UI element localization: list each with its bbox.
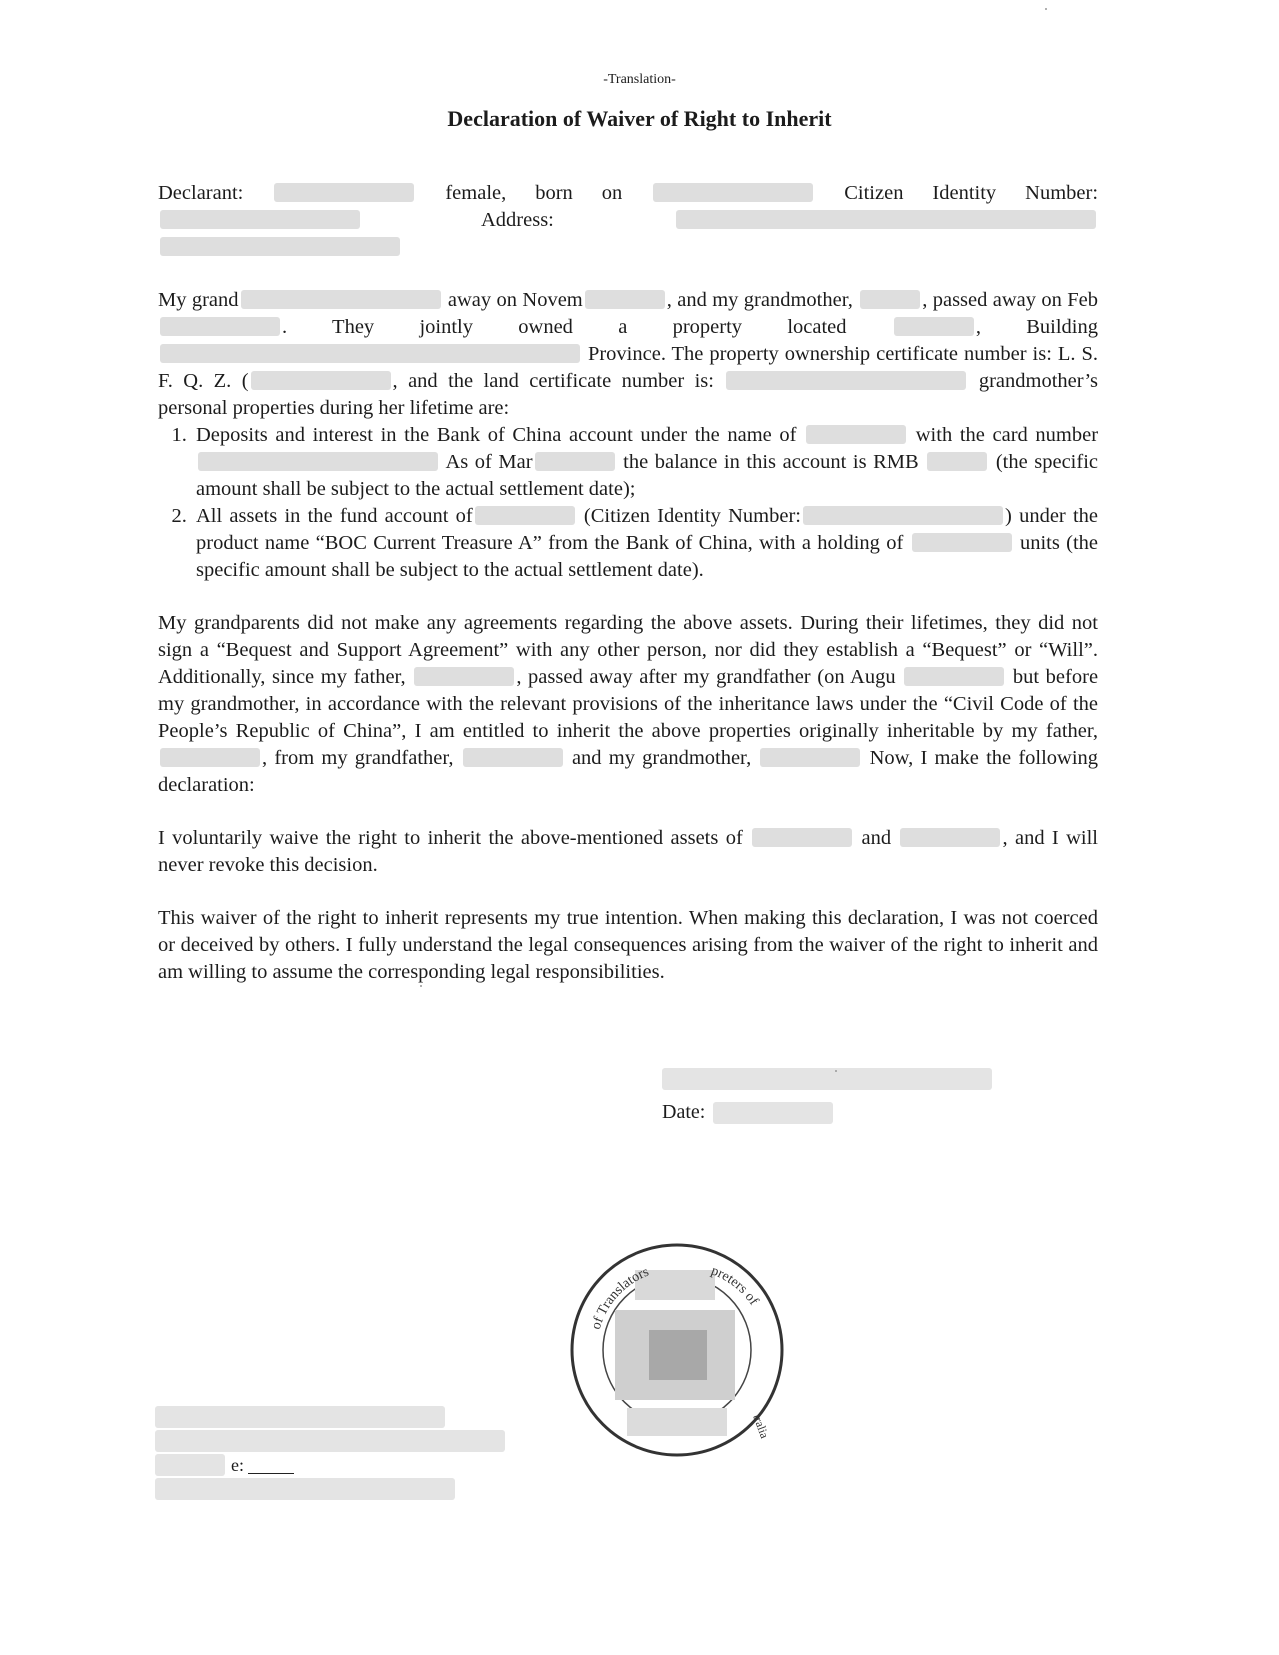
redacted-amount	[927, 452, 987, 471]
translator-line	[155, 1477, 535, 1501]
seal-text-far-right: tralia	[750, 1412, 772, 1441]
svg-text:preters of	[709, 1263, 761, 1308]
redacted-translator-contact	[155, 1478, 455, 1500]
redacted-grandfather	[463, 748, 563, 767]
redacted-date	[535, 452, 615, 471]
asset-item: 2. All assets in the fund account of (Citizen Identity Number: ) under the product name “BOC Current Treasure A” from the Bank of China, with a holding of units (the specific amount shall be subject to the actual settlement date).	[192, 503, 1098, 584]
redacted-grandmother	[760, 748, 860, 767]
signature-field-label: e:	[231, 1454, 244, 1475]
redacted-grandmother	[860, 290, 920, 309]
reasoning-paragraph: My grandparents did not make any agreements regarding the above assets. During their lifetimes, they did not sign a “Bequest and Support Agreement” with any other person, nor did they establish a “Bequest” or “Will”. Additionally, since my father, , passed away after my grandfather (on Augu but before my grandmother, in accordance with the relevant provisions of the inheritance laws under the “Civil Code of the People’s Republic of China”, I am entitled to inherit the above properties originally inheritable by my father, , from my grandfather, and my grandmother, Now, I make the following declaration:	[158, 612, 1099, 796]
translator-line	[155, 1405, 535, 1429]
document-body	[158, 180, 1098, 986]
redacted-units	[912, 533, 1012, 552]
waiver-paragraph: I voluntarily waive the right to inherit the above-mentioned assets of and , and I will never revoke this decision.	[158, 827, 1099, 876]
redacted-location	[894, 317, 974, 336]
asset-list	[158, 422, 1098, 584]
translator-seal	[557, 1230, 797, 1470]
date-label: Date:	[662, 1101, 706, 1123]
redacted-date	[904, 667, 1004, 686]
translator-line	[155, 1429, 535, 1453]
redacted-translator-name	[155, 1406, 445, 1428]
redacted-certificate	[251, 371, 391, 390]
estate-paragraph: My grand away on Novem , and my grandmother, , passed away on Feb. They jointly owned a property located , Building Province. The property ownership certificate number is: L. S. F. Q. Z. ( , and the land certificate number is: grandmother’s personal properties during her lifetime are:	[158, 289, 1099, 419]
redacted-name	[806, 425, 906, 444]
redacted-card-number	[198, 452, 438, 471]
redacted-signature	[662, 1068, 992, 1090]
redacted-address-cont	[160, 237, 400, 256]
redacted-birthdate	[653, 183, 813, 202]
translator-signature-line	[155, 1453, 535, 1477]
declarant-label: Declarant:	[158, 182, 244, 204]
redacted-address	[676, 210, 1096, 229]
scan-speck	[420, 985, 422, 987]
redacted-date	[713, 1102, 833, 1124]
scan-speck	[835, 1070, 837, 1072]
redacted-id-number	[160, 210, 360, 229]
redacted-father	[160, 748, 260, 767]
seal-text-top: of Translators	[588, 1264, 652, 1332]
redacted-name	[274, 183, 414, 202]
asset-item: 1. Deposits and interest in the Bank of China account under the name of with the card number As of Mar the balance in this account is RMB (the specific amount shall be subject to the actual settlement date);	[192, 422, 1098, 503]
signature-line	[662, 1068, 1002, 1095]
signature-block	[662, 1068, 1002, 1130]
redacted-date	[160, 317, 280, 336]
seal-graphic	[557, 1230, 797, 1470]
redacted-date	[585, 290, 665, 309]
redacted-land-certificate	[726, 371, 966, 390]
redacted-grandfather	[752, 828, 852, 847]
redacted-grandmother	[900, 828, 1000, 847]
redacted-address	[160, 344, 580, 363]
redacted-label	[155, 1454, 225, 1476]
redacted-grandfather	[241, 290, 441, 309]
redacted-father	[414, 667, 514, 686]
translation-note: -Translation-	[603, 72, 676, 87]
translator-block	[155, 1405, 535, 1501]
document-title: Declaration of Waiver of Right to Inherit	[447, 106, 832, 131]
declarant-paragraph: Declarant: female, born on Citizen Identity Number: Address:	[158, 180, 1098, 261]
seal-text-right: preters of	[708, 1263, 761, 1309]
date-line	[662, 1099, 1002, 1126]
redacted-name	[475, 506, 575, 525]
redacted-translator-detail	[155, 1430, 505, 1452]
intention-paragraph: This waiver of the right to inherit represents my true intention. When making this declaration, I was not coerced or deceived by others. I fully understand the legal consequences arising from the waiver of the right to inherit and am willing to assume the corresponding legal responsibilities.	[158, 907, 1098, 983]
redacted-id-number	[803, 506, 1003, 525]
scan-speck	[1045, 8, 1047, 10]
signature-field-line	[248, 1457, 294, 1474]
